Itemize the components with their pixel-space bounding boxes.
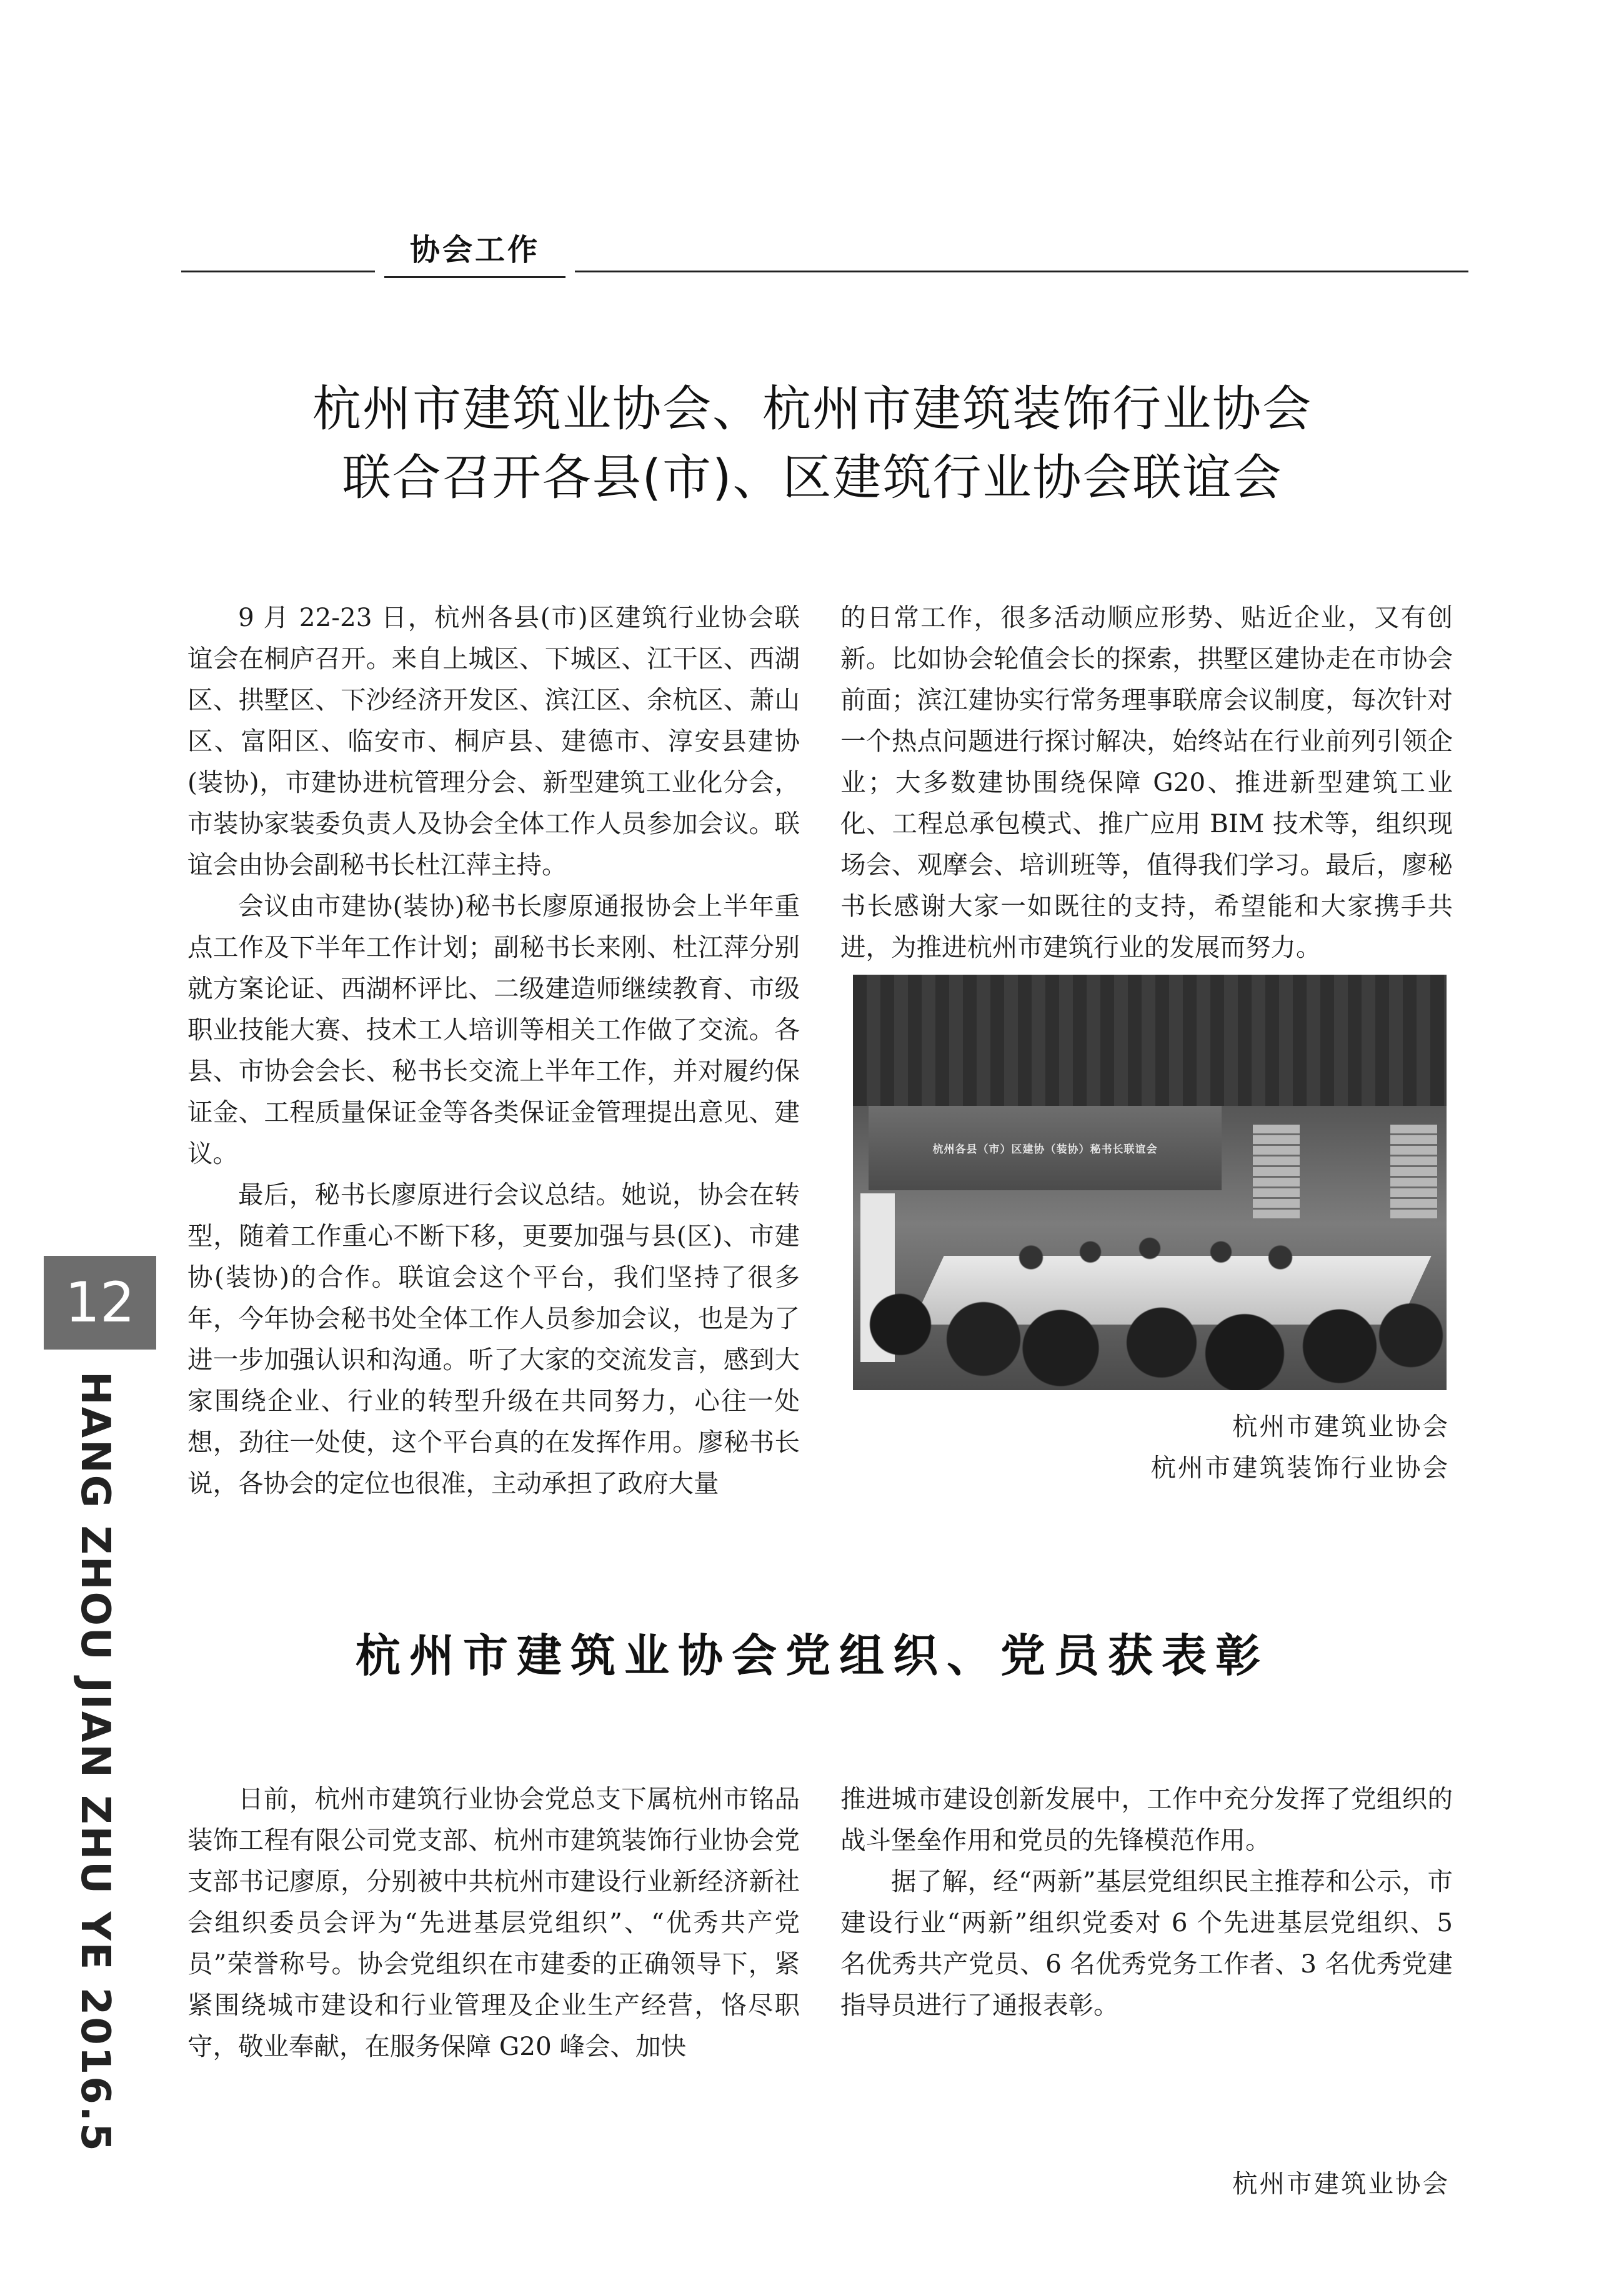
- article2-credit: 杭州市建筑业协会: [1232, 2169, 1450, 2199]
- article1-title-line1: 杭州市建筑业协会、杭州市建筑装饰行业协会: [312, 381, 1312, 437]
- article1-paragraph-1: 9 月 22-23 日，杭州各县(市)区建筑行业协会联谊会在桐庐召开。来自上城区、下城区、江干区、西湖区、拱墅区、下沙经济开发区、滨江区、余杭区、萧山区、富阳区、临安市、桐庐县、建德市、淳安县建协(装协)，市建协进杭管理分会、新型建筑工业化分会，市装协家装委负责人及协会全体工作人员参加会议。联谊会由协会副秘书长杜江萍主持。: [187, 602, 800, 880]
- page-number: 12: [44, 1256, 156, 1350]
- article2-paragraph-2: 据了解，经“两新”基层党组织民主推荐和公示，市建设行业“两新”组织党委对 6 个先进基层党组织、5 名优秀共产党员、6 名优秀党务工作者、3 名优秀党建指导员进行了通报表彰。: [840, 1866, 1453, 2020]
- journal-name-vertical: HANG ZHOU JIAN ZHU YE 2016.5: [72, 1371, 118, 2153]
- article2-title: 杭州市建筑业协会党组织、党员获表彰: [355, 1629, 1269, 1682]
- article1-paragraph-2: 会议由市建协(装协)秘书长廖原通报协会上半年重点工作及下半年工作计划；副秘书长来刚、杜江萍分别就方案论证、西湖杯评比、二级建造师继续教育、市级职业技能大赛、技术工人培训等相关工作做了交流。各县、市协会会长、秘书长交流上半年工作，并对履约保证金、工程质量保证金等各类保证金管理提出意见、建议。: [187, 891, 800, 1168]
- photo-window-right: [1390, 1125, 1437, 1218]
- article1-credit-2: 杭州市建筑装饰行业协会: [1150, 1453, 1450, 1483]
- article1-left-column: [187, 597, 800, 1504]
- photo-window-left: [1253, 1125, 1300, 1218]
- photo-screen: [869, 1106, 1222, 1190]
- article1-credit-1: 杭州市建筑业协会: [1232, 1411, 1450, 1441]
- article2-right-column: [840, 1778, 1453, 2026]
- section-tag: 协会工作: [384, 228, 565, 278]
- article1-title-line2: 联合召开各县(市)、区建筑行业协会联谊会: [342, 450, 1283, 506]
- photo-attendees: [853, 1212, 1447, 1390]
- article1-paragraph-3: 最后，秘书长廖原进行会议总结。她说，协会在转型，随着工作重心不断下移，更要加强与县(区)、市建协(装协)的合作。联谊会这个平台，我们坚持了很多年，今年协会秘书处全体工作人员参加会议，也是为了进一步加强认识和沟通。听了大家的交流发言，感到大家围绕企业、行业的转型升级在共同努力，心往一处想，劲往一处使，这个平台真的在发挥作用。廖秘书长说，各协会的定位也很准，主动承担了政府大量: [187, 1180, 800, 1498]
- article2-paragraph-1-continued: 推进城市建设创新发展中，工作中充分发挥了党组织的战斗堡垒作用和党员的先锋模范作用。: [840, 1784, 1453, 1855]
- photo-ceiling: [853, 975, 1447, 1106]
- article1-paragraph-3-continued: 的日常工作，很多活动顺应形势、贴近企业，又有创新。比如协会轮值会长的探索，拱墅区建协走在市协会前面；滨江建协实行常务理事联席会议制度，每次针对一个热点问题进行探讨解决，始终站在行业前列引领企业；大多数建协围绕保障 G20、推进新型建筑工业化、工程总承包模式、推广应用 BIM 技术等，组织现场会、观摩会、培训班等，值得我们学习。最后，廖秘书长感谢大家一如既往的支持，希望能和大家携手共进，为推进杭州市建筑行业的发展而努力。: [840, 602, 1453, 962]
- header-rule-left: [181, 271, 375, 272]
- article1-right-column: [840, 597, 1453, 968]
- article1-title: [187, 375, 1437, 512]
- article2-left-column: [187, 1778, 800, 2067]
- article2-paragraph-1: 日前，杭州市建筑行业协会党总支下属杭州市铭品装饰工程有限公司党支部、杭州市建筑装饰行业协会党支部书记廖原，分别被中共杭州市建设行业新经济新社会组织委员会评为“先进基层党组织”、“优秀共产党员”荣誉称号。协会党组织在市建委的正确领导下，紧紧围绕城市建设和行业管理及企业生产经营，恪尽职守，敬业奉献，在服务保障 G20 峰会、加快: [187, 1784, 800, 2061]
- photo-banner-text: 杭州各县（市）区建协（装协）秘书长联谊会: [932, 1143, 1158, 1156]
- section-header: [181, 228, 1468, 278]
- header-rule-right: [575, 271, 1468, 272]
- meeting-photo: [853, 975, 1447, 1390]
